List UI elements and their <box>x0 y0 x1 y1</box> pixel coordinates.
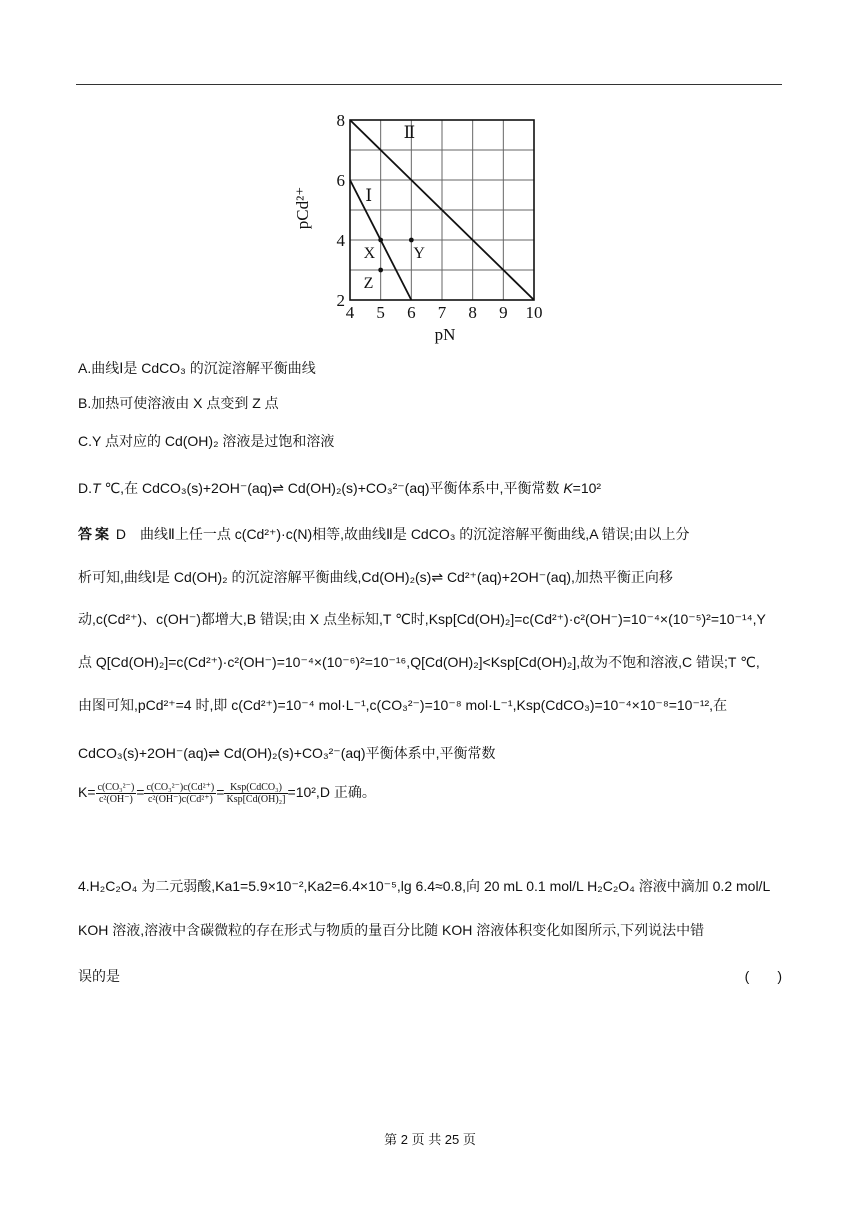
q4-line-2: KOH 溶液,溶液中含碳微粒的存在形式与物质的量百分比随 KOH 溶液体积变化如图所示,下列说法中错 <box>78 922 705 938</box>
point-label-z: Z <box>363 275 374 292</box>
option-d-t: T <box>92 480 101 496</box>
answer-line-3: 动,c(Cd²⁺)、c(OH⁻)都增大,B 错误;由 X 点坐标知,T ℃时,Ksp[Cd(OH)₂]=c(Cd²⁺)·c²(OH⁻)=10⁻⁴×(10⁻⁵)²=10⁻¹⁴,Y <box>78 611 766 627</box>
ksp-chart <box>288 108 568 353</box>
option-b: B.加热可使溶液由 X 点变到 Z 点 <box>78 395 279 411</box>
equals-1: = <box>136 784 145 800</box>
k-tail: =10²,D 正确。 <box>287 784 376 800</box>
fraction-2 <box>144 782 216 805</box>
x-tick-8: 8 <box>468 303 477 322</box>
k-equation <box>78 780 783 805</box>
point-y <box>409 238 414 243</box>
k-lead: K= <box>78 784 96 800</box>
chart-points <box>364 238 426 292</box>
x-tick-10: 10 <box>525 303 543 322</box>
point-label-x: X <box>363 245 376 262</box>
header-rule <box>76 84 782 85</box>
y-tick-8: 8 <box>336 111 345 130</box>
q4-line-1: 4.H₂C₂O₄ 为二元弱酸,Ka1=5.9×10⁻²,Ka2=6.4×10⁻⁵,lg 6.4≈0.8,向 20 mL 0.1 mol/L H₂C₂O₄ 溶液中滴加 0.2 mol/L <box>78 878 771 894</box>
point-x <box>378 238 383 243</box>
fraction-1-numerator: c(CO₃²⁻) <box>97 781 135 793</box>
x-tick-7: 7 <box>437 303 447 322</box>
point-label-y: Y <box>413 245 425 262</box>
y-axis-label: pCd²⁺ <box>293 186 312 230</box>
x-tick-4: 4 <box>345 303 355 322</box>
y-tick-4: 4 <box>336 231 345 250</box>
answer-line-2: 析可知,曲线Ⅰ是 Cd(OH)₂ 的沉淀溶解平衡曲线,Cd(OH)₂(s)⇌ Cd²⁺(aq)+2OH⁻(aq),加热平衡正向移 <box>78 569 673 585</box>
fraction-3-denominator: Ksp[Cd(OH)₂] <box>226 793 286 805</box>
option-d-k: K <box>563 480 573 496</box>
y-tick-2: 2 <box>336 291 345 310</box>
answer-text-1: D 曲线Ⅱ上任一点 c(Cd²⁺)·c(N)相等,故曲线Ⅱ是 CdCO₃ 的沉淀溶解平衡曲线,A 错误;由以上分 <box>115 526 690 542</box>
fraction-2-numerator: c(CO₃²⁻)c(Cd²⁺) <box>146 781 215 793</box>
option-c: C.Y 点对应的 Cd(OH)₂ 溶液是过饱和溶液 <box>78 433 335 449</box>
answer-blank: ( ) <box>744 968 782 984</box>
option-d <box>78 478 601 498</box>
option-d-body: ℃,在 CdCO₃(s)+2OH⁻(aq)⇌ Cd(OH)₂(s)+CO₃²⁻(aq)平衡体系中,平衡常数 <box>100 480 564 496</box>
fraction-3-numerator: Ksp(CdCO₃) <box>224 782 287 794</box>
x-tick-5: 5 <box>376 303 385 322</box>
answer-line-4: 点 Q[Cd(OH)₂]=c(Cd²⁺)·c²(OH⁻)=10⁻⁴×(10⁻⁶)²=10⁻¹⁶,Q[Cd(OH)₂]<Ksp[Cd(OH)₂],故为不饱和溶液,C 错误;T ℃, <box>78 654 760 670</box>
series-label-1: Ⅰ <box>365 186 373 205</box>
y-tick-6: 6 <box>336 171 345 190</box>
fraction-1-denominator: c²(OH⁻) <box>98 793 133 805</box>
answer-line-1 <box>78 524 783 544</box>
fraction-1 <box>96 782 137 805</box>
answer-line-5: 由图可知,pCd²⁺=4 时,即 c(Cd²⁺)=10⁻⁴ mol·L⁻¹,c(CO₃²⁻)=10⁻⁸ mol·L⁻¹,Ksp(CdCO₃)=10⁻⁴×10⁻⁸=10⁻¹²,在 <box>78 697 728 713</box>
x-tick-9: 9 <box>499 303 508 322</box>
q4-line-3: 误的是 <box>78 968 120 984</box>
equals-2: = <box>216 784 225 800</box>
option-d-prefix: D. <box>78 480 92 496</box>
point-z <box>378 268 383 273</box>
option-a: A.曲线Ⅰ是 CdCO₃ 的沉淀溶解平衡曲线 <box>78 360 316 376</box>
x-axis-label: pN <box>434 325 456 344</box>
page-footer: 第 2 页 共 25 页 <box>384 1132 476 1147</box>
series-label-2: Ⅱ <box>403 123 416 142</box>
option-d-value: =10² <box>572 480 602 496</box>
answer-line-6: CdCO₃(s)+2OH⁻(aq)⇌ Cd(OH)₂(s)+CO₃²⁻(aq)平衡体系中,平衡常数 <box>78 745 496 761</box>
x-tick-6: 6 <box>407 303 416 322</box>
fraction-2-denominator: c²(OH⁻)c(Cd²⁺) <box>147 793 213 805</box>
fraction-3 <box>224 782 287 805</box>
answer-label: 答案 <box>78 526 112 542</box>
